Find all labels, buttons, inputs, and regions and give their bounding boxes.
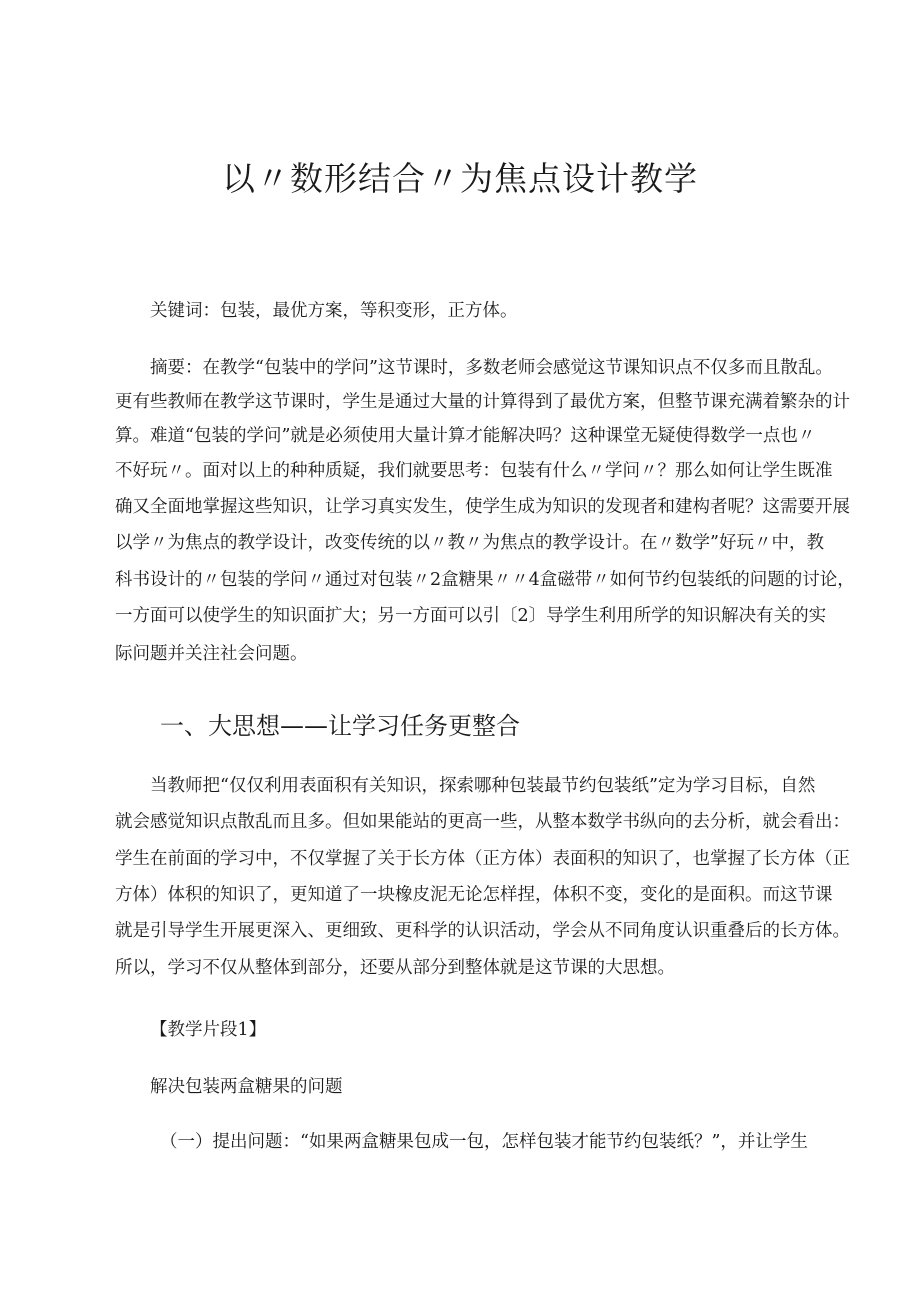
question-line: （一）提出问题：“如果两盒糖果包成一包，怎样包装才能节约包装纸？”，并让学生 (160, 1132, 808, 1152)
abstract-line: 以学〃为焦点的教学设计，改变传统的以〃教〃为焦点的教学设计。在〃数学”好玩〃中，教 (115, 533, 824, 553)
abstract-line: 确又全面地掌握这些知识，让学习真实发生，使学生成为知识的发现者和建构者呢？这需要开展 (115, 497, 850, 517)
section-line: 就是引导学生开展更深入、更细致、更科学的认识活动，学会从不同角度认识重叠后的长方体。 (115, 921, 850, 941)
abstract-line: 科书设计的〃包装的学问〃通过对包装〃2盒糖果〃〃4盒磁带〃如何节约包装纸的问题的讨论， (115, 570, 855, 590)
abstract-line: 不好玩〃。面对以上的种种质疑，我们就要思考：包装有什么〃学问〃？那么如何让学生既准 (115, 461, 833, 481)
section-line: 就会感觉知识点散乱而且多。但如果能站的更高一些，从整本数学书纵向的去分析，就会看出： (115, 812, 850, 832)
section-line: 学生在前面的学习中，不仅掌握了关于长方体（正方体）表面积的知识了，也掌握了长方体（正 (115, 849, 850, 869)
section-line: 当教师把“仅仅利用表面积有关知识，探索哪种包装最节约包装纸”定为学习目标，自然 (150, 776, 816, 796)
abstract-line: 更有些教师在教学这节课时，学生是通过大量的计算得到了最优方案，但整节课充满着繁杂的计 (115, 392, 850, 412)
keywords-line: 关键词：包装，最优方案，等积变形，正方体。 (150, 301, 518, 321)
section-heading: 一、大思想——让学习任务更整合 (160, 712, 520, 740)
fragment-subtitle: 解决包装两盒糖果的问题 (150, 1077, 343, 1097)
fragment-label: 【教学片段1】 (150, 1020, 267, 1040)
section-line: 所以，学习不仅从整体到部分，还要从部分到整体就是这节课的大思想。 (115, 958, 675, 978)
document-title: 以〃数形结合〃为焦点设计教学 (222, 159, 698, 198)
abstract-line: 际问题并关注社会问题。 (115, 644, 308, 664)
abstract-line: 摘要：在教学“包装中的学问”这节课时，多数老师会感觉这节课知识点不仅多而且散乱。 (150, 358, 833, 378)
abstract-line: 一方面可以使学生的知识面扩大；另一方面可以引〔2〕导学生利用所学的知识解决有关的实 (115, 606, 827, 626)
abstract-line: 算。难道“包装的学问”就是必须使用大量计算才能解决吗？这种课堂无疑使得数学一点也〃 (115, 426, 816, 446)
section-line: 方体）体积的知识了，更知道了一块橡皮泥无论怎样捏，体积不变，变化的是面积。而这节课 (115, 885, 833, 905)
